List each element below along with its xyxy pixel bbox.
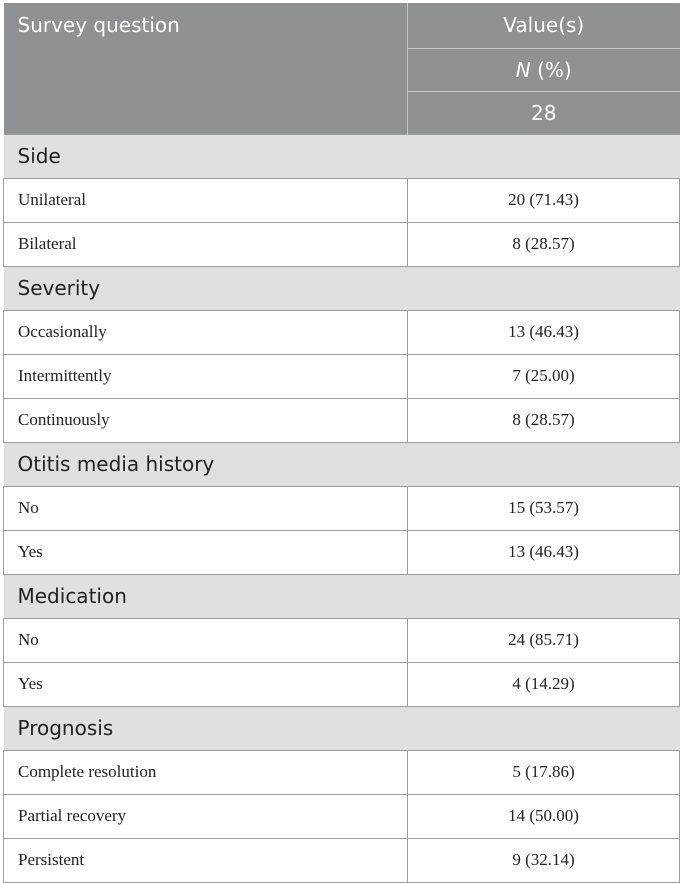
- section-row: [4, 134, 680, 178]
- row-value: 13 (46.43): [408, 310, 680, 354]
- section-row: [4, 574, 680, 618]
- table-row: [4, 222, 680, 266]
- row-value: 9 (32.14): [408, 838, 680, 882]
- section-title: Side: [4, 134, 680, 178]
- section-title: Otitis media history: [4, 442, 680, 486]
- value-header: Value(s): [408, 3, 680, 48]
- table-row: [4, 838, 680, 882]
- section-row: [4, 266, 680, 310]
- table-row: [4, 310, 680, 354]
- row-value: 8 (28.57): [408, 398, 680, 442]
- total-count-header: 28: [408, 91, 680, 134]
- row-value: 8 (28.57): [408, 222, 680, 266]
- section-title: Prognosis: [4, 706, 680, 750]
- row-value: 20 (71.43): [408, 178, 680, 222]
- table-row: [4, 178, 680, 222]
- row-label: Complete resolution: [4, 750, 408, 794]
- table-row: [4, 398, 680, 442]
- row-label: No: [4, 618, 408, 662]
- row-value: 4 (14.29): [408, 662, 680, 706]
- table-row: [4, 618, 680, 662]
- row-label: Persistent: [4, 838, 408, 882]
- survey-question-header: Survey question: [4, 3, 408, 134]
- table-row: [4, 486, 680, 530]
- row-label: Yes: [4, 662, 408, 706]
- section-title: Medication: [4, 574, 680, 618]
- survey-table: [3, 3, 680, 883]
- row-label: No: [4, 486, 408, 530]
- row-value: 5 (17.86): [408, 750, 680, 794]
- n-label: N: [515, 57, 531, 82]
- row-label: Yes: [4, 530, 408, 574]
- table-header: [4, 3, 680, 134]
- table-row: [4, 354, 680, 398]
- row-label: Intermittently: [4, 354, 408, 398]
- row-label: Bilateral: [4, 222, 408, 266]
- row-label: Unilateral: [4, 178, 408, 222]
- table-row: [4, 750, 680, 794]
- percent-label: (%): [537, 57, 572, 82]
- table-body: [4, 134, 680, 882]
- table-row: [4, 794, 680, 838]
- table-row: [4, 662, 680, 706]
- row-value: 24 (85.71): [408, 618, 680, 662]
- row-value: 7 (25.00): [408, 354, 680, 398]
- n-percent-header: [408, 48, 680, 91]
- section-row: [4, 706, 680, 750]
- row-value: 13 (46.43): [408, 530, 680, 574]
- row-label: Partial recovery: [4, 794, 408, 838]
- row-value: 14 (50.00): [408, 794, 680, 838]
- row-label: Occasionally: [4, 310, 408, 354]
- section-row: [4, 442, 680, 486]
- row-label: Continuously: [4, 398, 408, 442]
- table-row: [4, 530, 680, 574]
- section-title: Severity: [4, 266, 680, 310]
- row-value: 15 (53.57): [408, 486, 680, 530]
